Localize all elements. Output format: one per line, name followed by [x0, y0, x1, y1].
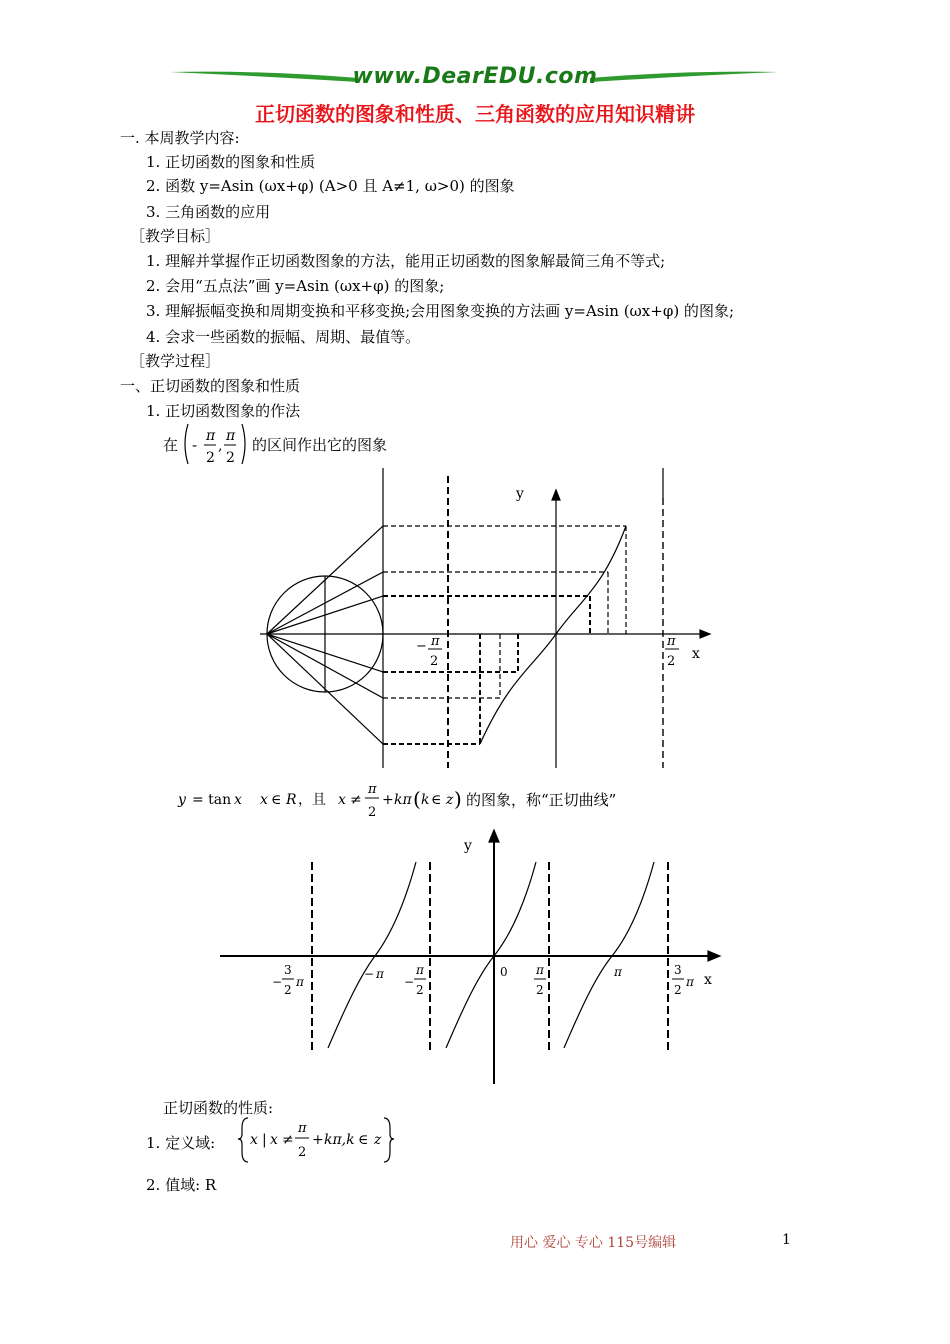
svg-text:= tan: = tan — [192, 792, 232, 808]
svg-text:R: R — [286, 792, 297, 808]
tick-zero — [500, 965, 508, 979]
item-1-2: 2. 函数 y=Asin (ωx+φ) (A>0 且 A≠1, ω>0) 的图象 — [146, 177, 515, 195]
svg-text:π: π — [416, 963, 424, 977]
domain-label: 1. 定义域: — [146, 1134, 216, 1152]
page-number: 1 — [782, 1232, 791, 1248]
svg-text:∈: ∈ — [358, 1132, 369, 1148]
svg-text:2: 2 — [206, 450, 215, 466]
svg-text:π: π — [431, 634, 440, 649]
fig2-x-label: x — [704, 972, 712, 988]
svg-text:+: + — [312, 1132, 324, 1148]
svg-text:π: π — [686, 975, 694, 989]
interval-prefix: 在 — [163, 436, 179, 454]
svg-text:π: π — [536, 963, 544, 977]
tick-neg-three-half-pi — [272, 963, 305, 997]
section-p1-heading: 一、正切函数的图象和性质 — [120, 377, 301, 395]
svg-text:3: 3 — [284, 963, 292, 977]
item-1-3: 3. 三角函数的应用 — [146, 203, 271, 221]
svg-text:k: k — [421, 792, 430, 808]
tangent-definition-formula — [170, 778, 490, 824]
tangent-curve-caption: 的图象，称“正切曲线” — [466, 791, 617, 809]
fig2-y-label: y — [464, 838, 472, 854]
fig1-y-label: y — [516, 486, 524, 502]
svg-text:∈: ∈ — [271, 792, 282, 808]
svg-text:(: ( — [413, 787, 421, 811]
svg-text:π: π — [376, 967, 384, 981]
svg-text:kπ: kπ — [394, 792, 412, 808]
section-1-heading: 一. 本周教学内容: — [120, 129, 240, 147]
svg-text:2: 2 — [536, 983, 544, 997]
fig1-neg-half-pi-label — [416, 634, 442, 669]
tangent-curve — [480, 526, 626, 744]
svg-text:): ) — [454, 787, 462, 811]
svg-text:x: x — [250, 1132, 258, 1148]
svg-text:，且: ，且 — [298, 792, 326, 808]
item-p1-1: 1. 正切函数图象的作法 — [146, 402, 301, 420]
svg-text:-: - — [192, 436, 198, 454]
svg-text:x: x — [270, 1132, 278, 1148]
svg-text:x: x — [260, 792, 268, 808]
svg-text:|: | — [262, 1132, 267, 1148]
tick-pi — [613, 965, 623, 979]
fig1-x-label: x — [692, 646, 700, 662]
svg-text:π: π — [206, 428, 216, 444]
range-item: 2. 值域: R — [146, 1176, 217, 1194]
svg-text:2: 2 — [667, 654, 676, 669]
svg-text:2: 2 — [430, 654, 439, 669]
svg-text:−: − — [404, 975, 415, 989]
goal-1: 1. 理解并掌握作正切函数图象的方法，能用正切函数的图象解最简三角不等式; — [146, 252, 666, 270]
interval-formula — [180, 420, 250, 468]
svg-text:∈: ∈ — [431, 792, 442, 808]
goal-3: 3. 理解振幅变换和周期变换和平移变换;会用图象变换的方法画 y=Asin (ωx+φ) 的图象; — [146, 302, 734, 320]
fig1-pos-half-pi-label — [665, 634, 679, 669]
svg-text:π: π — [298, 1121, 307, 1136]
svg-text:≠: ≠ — [282, 1132, 294, 1148]
svg-text:kπ,k: kπ,k — [324, 1132, 355, 1148]
svg-text:π: π — [296, 975, 304, 989]
item-1-1: 1. 正切函数的图象和性质 — [146, 153, 316, 171]
svg-text:2: 2 — [284, 983, 292, 997]
svg-text:−: − — [364, 967, 375, 981]
tick-neg-half-pi — [404, 963, 426, 997]
svg-text:2: 2 — [226, 450, 235, 466]
tangent-construction-figure — [260, 468, 730, 778]
svg-text:≠: ≠ — [350, 792, 362, 808]
svg-text:z: z — [446, 792, 454, 808]
tick-neg-pi — [364, 967, 385, 981]
footer-text: 用心 爱心 专心 115号编辑 — [510, 1235, 677, 1251]
properties-heading: 正切函数的性质: — [163, 1099, 274, 1117]
svg-text:+: + — [382, 792, 394, 808]
svg-text:2: 2 — [416, 983, 424, 997]
svg-text:x: x — [234, 792, 242, 808]
svg-text:2: 2 — [674, 983, 682, 997]
svg-text:π: π — [614, 965, 622, 979]
svg-text:−: − — [272, 975, 283, 989]
svg-text:2: 2 — [368, 805, 377, 820]
tick-half-pi — [534, 963, 546, 997]
goal-4: 4. 会求一些函数的振幅、周期、最值等。 — [146, 328, 421, 346]
svg-text:3: 3 — [674, 963, 682, 977]
svg-text:z: z — [374, 1132, 382, 1148]
svg-text:π: π — [667, 634, 676, 649]
svg-text:0: 0 — [500, 965, 508, 979]
domain-formula — [238, 1112, 398, 1166]
tangent-graph-figure — [218, 826, 730, 1088]
site-name: www.DearEDU.com — [352, 64, 598, 89]
page-title: 正切函数的图象和性质、三角函数的应用知识精讲 — [255, 102, 695, 126]
svg-text:,: , — [218, 438, 223, 454]
tick-three-half-pi — [672, 963, 695, 997]
interval-suffix: 的区间作出它的图象 — [252, 436, 388, 454]
svg-text:2: 2 — [298, 1145, 307, 1160]
goals-heading: ［教学目标］ — [130, 227, 221, 245]
svg-text:π: π — [368, 782, 377, 797]
svg-text:x: x — [338, 792, 346, 808]
process-heading: ［教学过程］ — [130, 352, 221, 370]
goal-2: 2. 会用“五点法”画 y=Asin (ωx+φ) 的图象; — [146, 277, 445, 295]
svg-text:π: π — [226, 428, 236, 444]
svg-text:−: − — [416, 639, 427, 654]
svg-text:y: y — [178, 792, 186, 808]
